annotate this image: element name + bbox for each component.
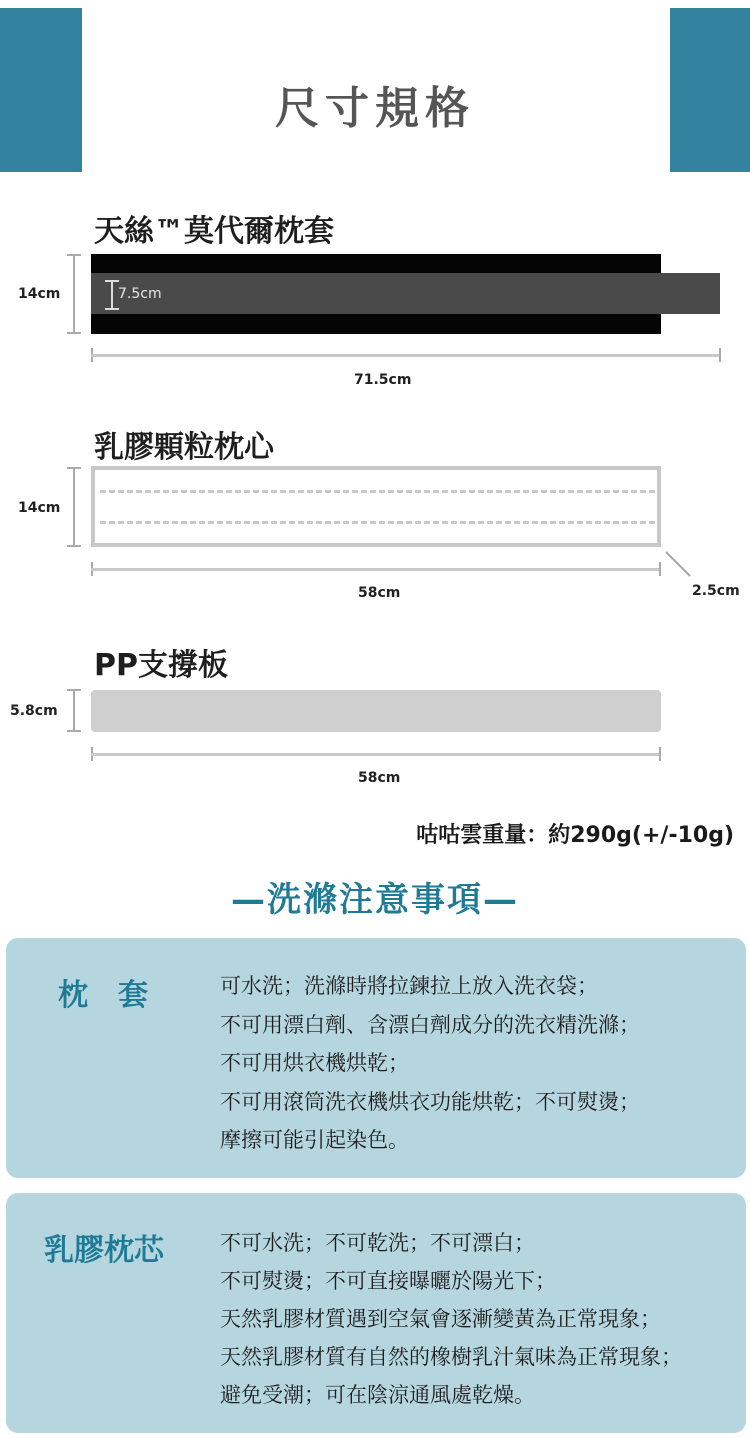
latex-core-title: 乳膠顆粒枕心	[94, 430, 274, 465]
latex-core-depth-label: 2.5cm	[692, 583, 740, 599]
latex-core-width-line	[91, 568, 661, 571]
latex-core-width-tick-right	[659, 562, 661, 576]
pillowcase-width-tick-right	[719, 348, 721, 362]
care-line: 可水洗；洗滌時將拉鍊拉上放入洗衣袋；	[220, 974, 598, 998]
care-line: 摩擦可能引起染色。	[220, 1128, 409, 1152]
latex-core-height-tick-top	[67, 467, 81, 469]
weight-text: 咕咕雲重量：約290g(+/-10g)	[416, 823, 734, 848]
latex-core-depth-line	[664, 550, 694, 580]
pp-board-shape	[91, 690, 661, 732]
latex-core-width-label: 58cm	[358, 585, 401, 601]
pillowcase-inner-label: 7.5cm	[118, 286, 162, 302]
latex-core-care-label: 乳膠枕芯	[44, 1233, 164, 1268]
pp-board-width-label: 58cm	[358, 770, 401, 786]
pp-board-height-tick-top	[67, 689, 81, 691]
page-title: 尺寸規格	[275, 83, 475, 134]
care-line: 不可用滾筒洗衣機烘衣功能烘乾；不可熨燙；	[220, 1090, 640, 1114]
care-line: 天然乳膠材質有自然的橡樹乳汁氣味為正常現象；	[220, 1345, 682, 1369]
latex-core-care-panel	[6, 1193, 746, 1433]
pillowcase-care-label: 枕 套	[58, 978, 148, 1013]
pillowcase-height-label: 14cm	[18, 286, 61, 302]
latex-core-dash-bottom	[100, 521, 655, 524]
pillowcase-height-bar	[73, 255, 75, 333]
pillowcase-care-panel	[6, 938, 746, 1178]
care-line: 不可用烘衣機烘乾；	[220, 1051, 409, 1075]
pillowcase-height-tick-bottom	[67, 332, 81, 334]
care-line: 天然乳膠材質遇到空氣會逐漸變黃為正常現象；	[220, 1307, 661, 1331]
care-line: 不可水洗；不可乾洗；不可漂白；	[220, 1231, 535, 1255]
pillowcase-width-line	[91, 354, 721, 357]
care-line: 避免受潮；可在陰涼通風處乾燥。	[220, 1383, 535, 1407]
pp-board-title: PP支撐板	[94, 648, 228, 683]
washing-title: —洗滌注意事項—	[231, 880, 519, 920]
pillowcase-inner-bracket	[105, 280, 119, 310]
latex-core-height-bar	[73, 468, 75, 546]
care-line: 不可用漂白劑、含漂白劑成分的洗衣精洗滌；	[220, 1013, 640, 1037]
latex-core-dash-top	[100, 490, 655, 493]
latex-core-height-label: 14cm	[18, 500, 61, 516]
pillowcase-inner-band	[91, 273, 720, 314]
pp-board-height-label: 5.8cm	[10, 703, 58, 719]
latex-core-shape	[91, 466, 661, 547]
pillowcase-width-label: 71.5cm	[354, 372, 412, 388]
latex-core-height-tick-bottom	[67, 545, 81, 547]
pillowcase-height-tick-top	[67, 254, 81, 256]
pp-board-height-tick-bottom	[67, 730, 81, 732]
pillowcase-title: 天絲™莫代爾枕套	[94, 214, 334, 249]
pp-board-width-line	[91, 753, 661, 756]
pp-board-width-tick-right	[659, 747, 661, 761]
care-line: 不可熨燙；不可直接曝曬於陽光下；	[220, 1269, 556, 1293]
pp-board-height-bar	[73, 690, 75, 731]
